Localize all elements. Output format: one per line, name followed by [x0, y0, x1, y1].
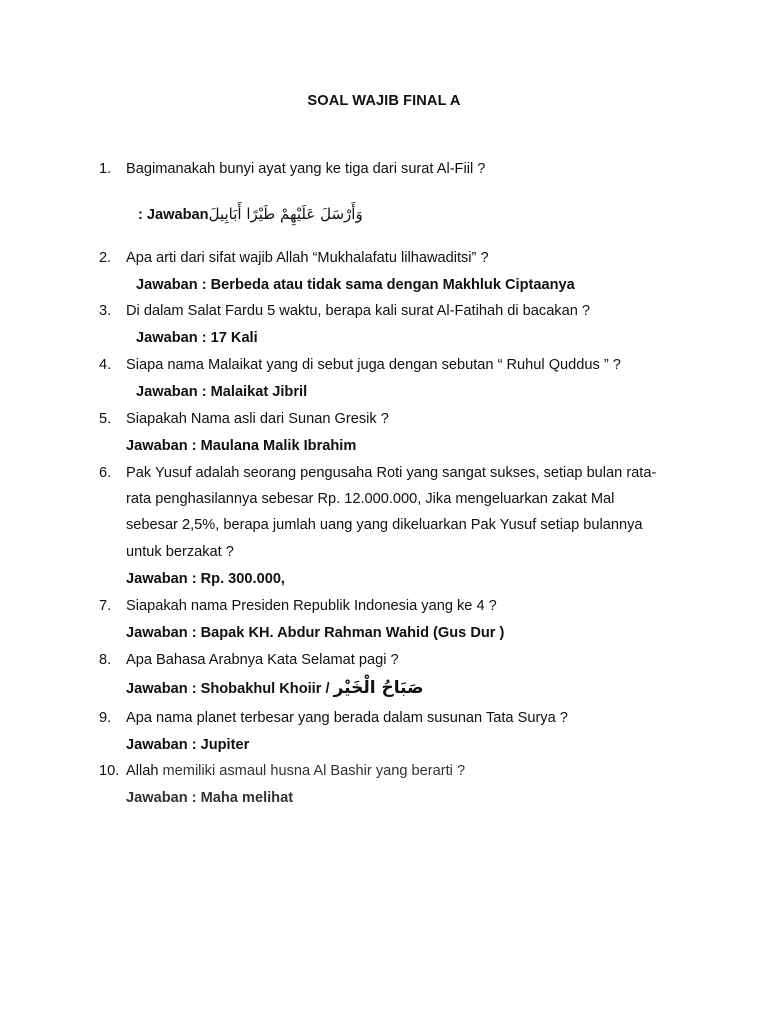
- question-text-line: sebesar 2,5%, berapa jumlah uang yang dikeluarkan Pak Yusuf setiap bulannya: [126, 517, 643, 533]
- question-number: 5.: [99, 411, 112, 427]
- question-number: 1.: [99, 161, 112, 177]
- answer-label: Jawaban: [146, 207, 209, 223]
- answer-prefix: :: [138, 207, 147, 223]
- question-text-part: memiliki asmaul husna Al Bashir yang berarti ?: [158, 763, 466, 779]
- question-text: [126, 762, 465, 780]
- question-number: 10.: [99, 763, 120, 779]
- answer-text: Jawaban : 17 Kali: [136, 330, 258, 346]
- question-text-line: untuk berzakat ?: [126, 544, 234, 560]
- answer-text: [138, 205, 363, 224]
- question-number: 7.: [99, 598, 112, 614]
- question-number: 3.: [99, 303, 112, 319]
- question-number: 9.: [99, 710, 112, 726]
- answer-text: Jawaban : Bapak KH. Abdur Rahman Wahid (Gus Dur ): [126, 625, 505, 641]
- question-text: Siapakah nama Presiden Republik Indonesia yang ke 4 ?: [126, 598, 497, 614]
- question-number: 8.: [99, 652, 112, 668]
- page-title: SOAL WAJIB FINAL A: [307, 93, 461, 109]
- question-text-line: Pak Yusuf adalah seorang pengusaha Roti yang sangat sukses, setiap bulan rata-: [126, 465, 657, 481]
- question-number: 6.: [99, 465, 112, 481]
- answer-text: Jawaban : Berbeda atau tidak sama dengan Makhluk Ciptaanya: [136, 277, 575, 293]
- question-text-line: rata penghasilannya sebesar Rp. 12.000.000, Jika mengeluarkan zakat Mal: [126, 491, 615, 507]
- question-text: Siapakah Nama asli dari Sunan Gresik ?: [126, 411, 389, 427]
- question-number: 2.: [99, 250, 112, 266]
- question-text: Apa nama planet terbesar yang berada dalam susunan Tata Surya ?: [126, 710, 568, 726]
- answer-text: Jawaban : Jupiter: [126, 737, 250, 753]
- question-text: Apa arti dari sifat wajib Allah “Mukhalafatu lilhawaditsi” ?: [126, 250, 489, 266]
- answer-text: Jawaban : Maha melihat: [126, 790, 294, 806]
- question-text: Bagimanakah bunyi ayat yang ke tiga dari surat Al-Fiil ?: [126, 161, 486, 177]
- answer-text: [126, 679, 424, 698]
- question-text-part: Allah: [126, 763, 159, 779]
- answer-text: Jawaban : Rp. 300.000,: [126, 571, 285, 587]
- answer-arabic: صَبَاحُ الْخَيْر: [333, 678, 424, 698]
- question-text: Siapa nama Malaikat yang di sebut juga dengan sebutan “ Ruhul Quddus ” ?: [126, 357, 621, 373]
- answer-latin: Jawaban : Shobakhul Khoiir /: [126, 681, 334, 697]
- answer-text: Jawaban : Maulana Malik Ibrahim: [126, 438, 357, 454]
- answer-arabic: وَأَرْسَلَ عَلَيْهِمْ طَيْرًا أَبَابِيلَ: [208, 205, 363, 223]
- question-number: 4.: [99, 357, 112, 373]
- question-text: Apa Bahasa Arabnya Kata Selamat pagi ?: [126, 652, 399, 668]
- question-text: Di dalam Salat Fardu 5 waktu, berapa kali surat Al-Fatihah di bacakan ?: [126, 303, 591, 319]
- answer-text: Jawaban : Malaikat Jibril: [136, 384, 308, 400]
